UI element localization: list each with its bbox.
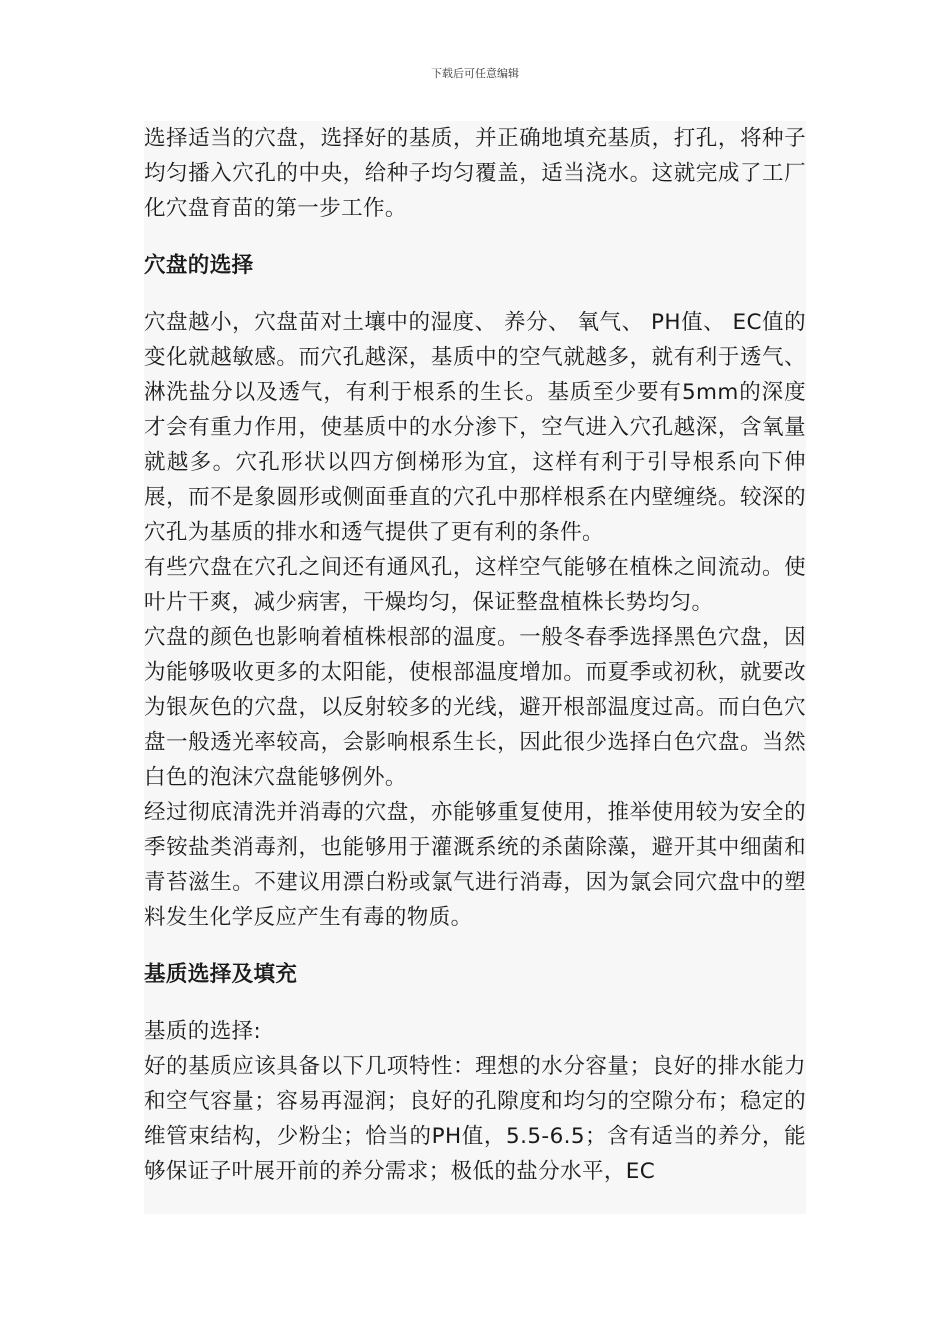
spacer (144, 935, 806, 957)
paragraph-tray-color: 穴盘的颜色也影响着植株根部的温度。一般冬春季选择黑色穴盘，因为能够吸收更多的太阳能，使根部温度增加。而夏季或初秋，就要改为银灰色的穴盘，以反射较多的光线，避开根部温度过高。而白色穴盘一般透光率较高，会影响根系生长，因此很少选择白色穴盘。当然白色的泡沫穴盘能够例外。 (144, 625, 806, 790)
section-heading-tray-selection: 穴盘的选择 (144, 253, 254, 278)
paragraph-substrate-properties: 好的基质应该具备以下几项特性：理想的水分容量；良好的排水能力和空气容量；容易再湿润；良好的孔隙度和均匀的空隙分布；稳定的维管束结构，少粉尘；恰当的PH值，5.5-6.5；含有适当的养分，能够保证子叶展开前的养分需求；极低的盐分水平，EC (144, 1054, 806, 1184)
section-heading-substrate: 基质选择及填充 (144, 962, 298, 987)
intro-paragraph: 选择适当的穴盘，选择好的基质，并正确地填充基质，打孔，将种子均匀播入穴孔的中央，给种子均匀覆盖，适当浇水。这就完成了工厂化穴盘育苗的第一步工作。 (144, 126, 806, 221)
page-header-note: 下载后可任意编辑 (431, 67, 519, 80)
document-body (144, 121, 806, 1214)
paragraph-ventilation: 有些穴盘在穴孔之间还有通风孔，这样空气能够在植株之间流动。使叶片干爽，减少病害，干燥均匀，保证整盘植株长势均匀。 (144, 555, 806, 615)
paragraph-tray-disinfection: 经过彻底清洗并消毒的穴盘，亦能够重复使用，推举使用较为安全的季铵盐类消毒剂，也能够用于灌溉系统的杀菌除藻，避开其中细菌和青苔滋生。不建议用漂白粉或氯气进行消毒，因为氯会同穴盘中的塑料发生化学反应产生有毒的物质。 (144, 800, 806, 930)
spacer (144, 226, 806, 248)
spacer (144, 283, 806, 305)
paragraph-tray-size: 穴盘越小，穴盘苗对土壤中的湿度、 养分、 氧气、 PH值、 EC值的变化就越敏感。而穴孔越深，基质中的空气就越多，就有利于透气、 淋洗盐分以及透气，有利于根系的生长。基质至少要有5mm的深度才会有重力作用，使基质中的水分渗下，空气进入穴孔越深，含氧量就越多。穴孔形状以四方倒梯形为宜，这样有利于引导根系向下伸展，而不是象圆形或侧面垂直的穴孔中那样根系在内壁缠绕。较深的穴孔为基质的排水和透气提供了更有利的条件。 (144, 310, 806, 545)
spacer (144, 992, 806, 1014)
paragraph-substrate-label: 基质的选择: (144, 1019, 262, 1044)
